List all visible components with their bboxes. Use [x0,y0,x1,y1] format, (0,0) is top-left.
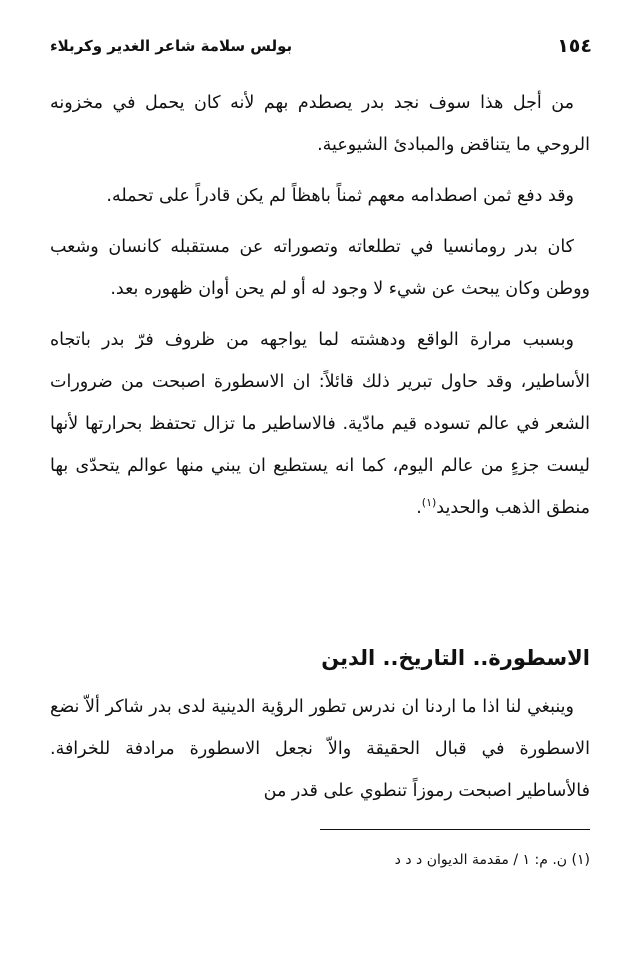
paragraph-1: من أجل هذا سوف نجد بدر يصطدم بهم لأنه كان يحمل في مخزونه الروحي ما يتناقض والمبادئ الشيوعية. [50,93,590,155]
paragraph-4-end: . [416,498,422,518]
paragraph-3: كان بدر رومانسيا في تطلعاته وتصوراته عن مستقبله كانسان وشعب ووطن وكان يبحث عن شيء لا وجود له أو لم يحن أوان ظهوره بعد. [50,237,590,299]
footnote: (١) ن. م: ١ / مقدمة الديوان د د د [394,852,590,868]
page-header [50,30,592,62]
page-number: ١٥٤ [557,35,592,57]
running-title: بولس سلامة شاعر الغدير وكربلاء [50,37,293,55]
paragraph-2: وقد دفع ثمن اصطدامه معهم ثمناً باهظاً لم يكن قادراً على تحمله. [106,186,574,206]
section-heading: الاسطورة.. التاريخ.. الدين [321,646,590,670]
section-paragraph: وينبغي لنا اذا ما اردنا ان ندرس تطور الرؤية الدينية لدى بدر شاكر ألاّ نضع الاسطورة في قبال الحقيقة والاّ نجعل الاسطورة مرادفة للخرافة. فالأساطير اصبحت رموزاً تنطوي على قدر من [50,697,590,801]
footnote-reference: (١) [421,496,437,510]
paragraph-4 [50,319,590,529]
section-text [50,686,590,812]
paragraph-4-text: وبسبب مرارة الواقع ودهشته لما يواجهه من ظروف فرّ بدر باتجاه الأساطير، وقد حاول تبرير ذلك قائلاً: ان الاسطورة اصبحت من ضرورات الشعر في عالم تسوده قيم مادّية. فالاساطير ما تزال تحتفظ بحرارتها لأنها ليست جزءٍ من عالم اليوم، كما انه يستطيع ان يبني منها عوالم يتحدّى بها منطق الذهب والحديد [50,330,590,518]
footnote-divider [320,829,590,830]
main-text [50,82,590,538]
